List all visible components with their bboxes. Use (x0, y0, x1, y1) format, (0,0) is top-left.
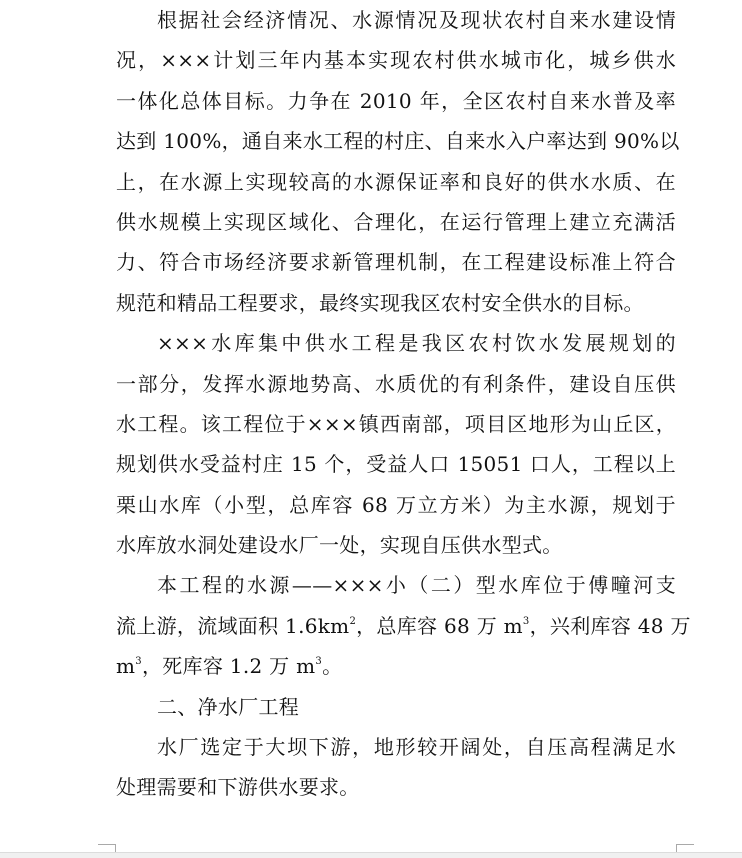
text-line: 供水规模上实现区域化、合理化，在运行管理上建立充满活 (116, 209, 676, 234)
text-line: ×××水库集中供水工程是我区农村饮水发展规划的 (157, 331, 676, 356)
text-segment: ，死库容 1.2 万 m (141, 654, 316, 679)
text-line: 力、符合市场经济要求新管理机制，在工程建设标准上符合 (116, 250, 676, 275)
text-line: 一体化总体目标。力争在 2010 年，全区农村自来水普及率 (116, 88, 676, 113)
paragraph-5 (116, 727, 676, 808)
text-segment: 。 (322, 654, 343, 679)
superscript: 3 (315, 656, 323, 668)
paragraph-3 (116, 565, 691, 686)
text-line: 水厂选定于大坝下游，地形较开阔处，自压高程满足水 (157, 735, 676, 760)
text-line: 况，×××计划三年内基本实现农村供水城市化，城乡供水 (116, 48, 676, 73)
text-line: 达到 100%，通自来水工程的村庄、自来水入户率达到 90%以 (116, 129, 680, 154)
paragraph-2 (116, 323, 676, 565)
paragraph-1 (116, 0, 680, 323)
document-body (116, 0, 691, 808)
text-line (116, 646, 676, 686)
text-line: 上，在水源上实现较高的水源保证率和良好的供水水质、在 (116, 169, 676, 194)
text-line: 根据社会经济情况、水源情况及现状农村自来水建设情 (157, 8, 676, 32)
text-line: 一部分，发挥水源地势高、水质优的有利条件，建设自压供 (116, 371, 676, 396)
text-line: 水库放水洞处建设水厂一处，实现自压供水型式。 (116, 533, 563, 558)
text-line: 规范和精品工程要求，最终实现我区农村安全供水的目标。 (116, 290, 644, 315)
text-segment: 流上游，流域面积 1.6km (116, 613, 350, 638)
page-bottom-edge (0, 852, 742, 858)
text-line: 处理需要和下游供水要求。 (116, 775, 360, 800)
text-line: 规划供水受益村庄 15 个，受益人口 15051 口人，工程以上 (116, 452, 676, 477)
text-line: 栗山水库（小型，总库容 68 万立方米）为主水源，规划于 (116, 492, 676, 517)
heading-text: 二、净水厂工程 (157, 694, 300, 719)
superscript: 3 (135, 656, 142, 668)
section-heading (116, 687, 676, 727)
text-line: 本工程的水源——×××小（二）型水库位于傅疃河支 (157, 573, 676, 598)
superscript: 3 (522, 615, 530, 627)
superscript: 2 (349, 615, 357, 627)
text-segment: m (116, 654, 136, 679)
text-segment: ，兴利库容 48 万 (529, 613, 691, 638)
text-line: 水工程。该工程位于×××镇西南部，项目区地形为山丘区， (116, 411, 676, 436)
text-line (116, 606, 691, 646)
text-segment: ，总库容 68 万 m (356, 613, 523, 638)
